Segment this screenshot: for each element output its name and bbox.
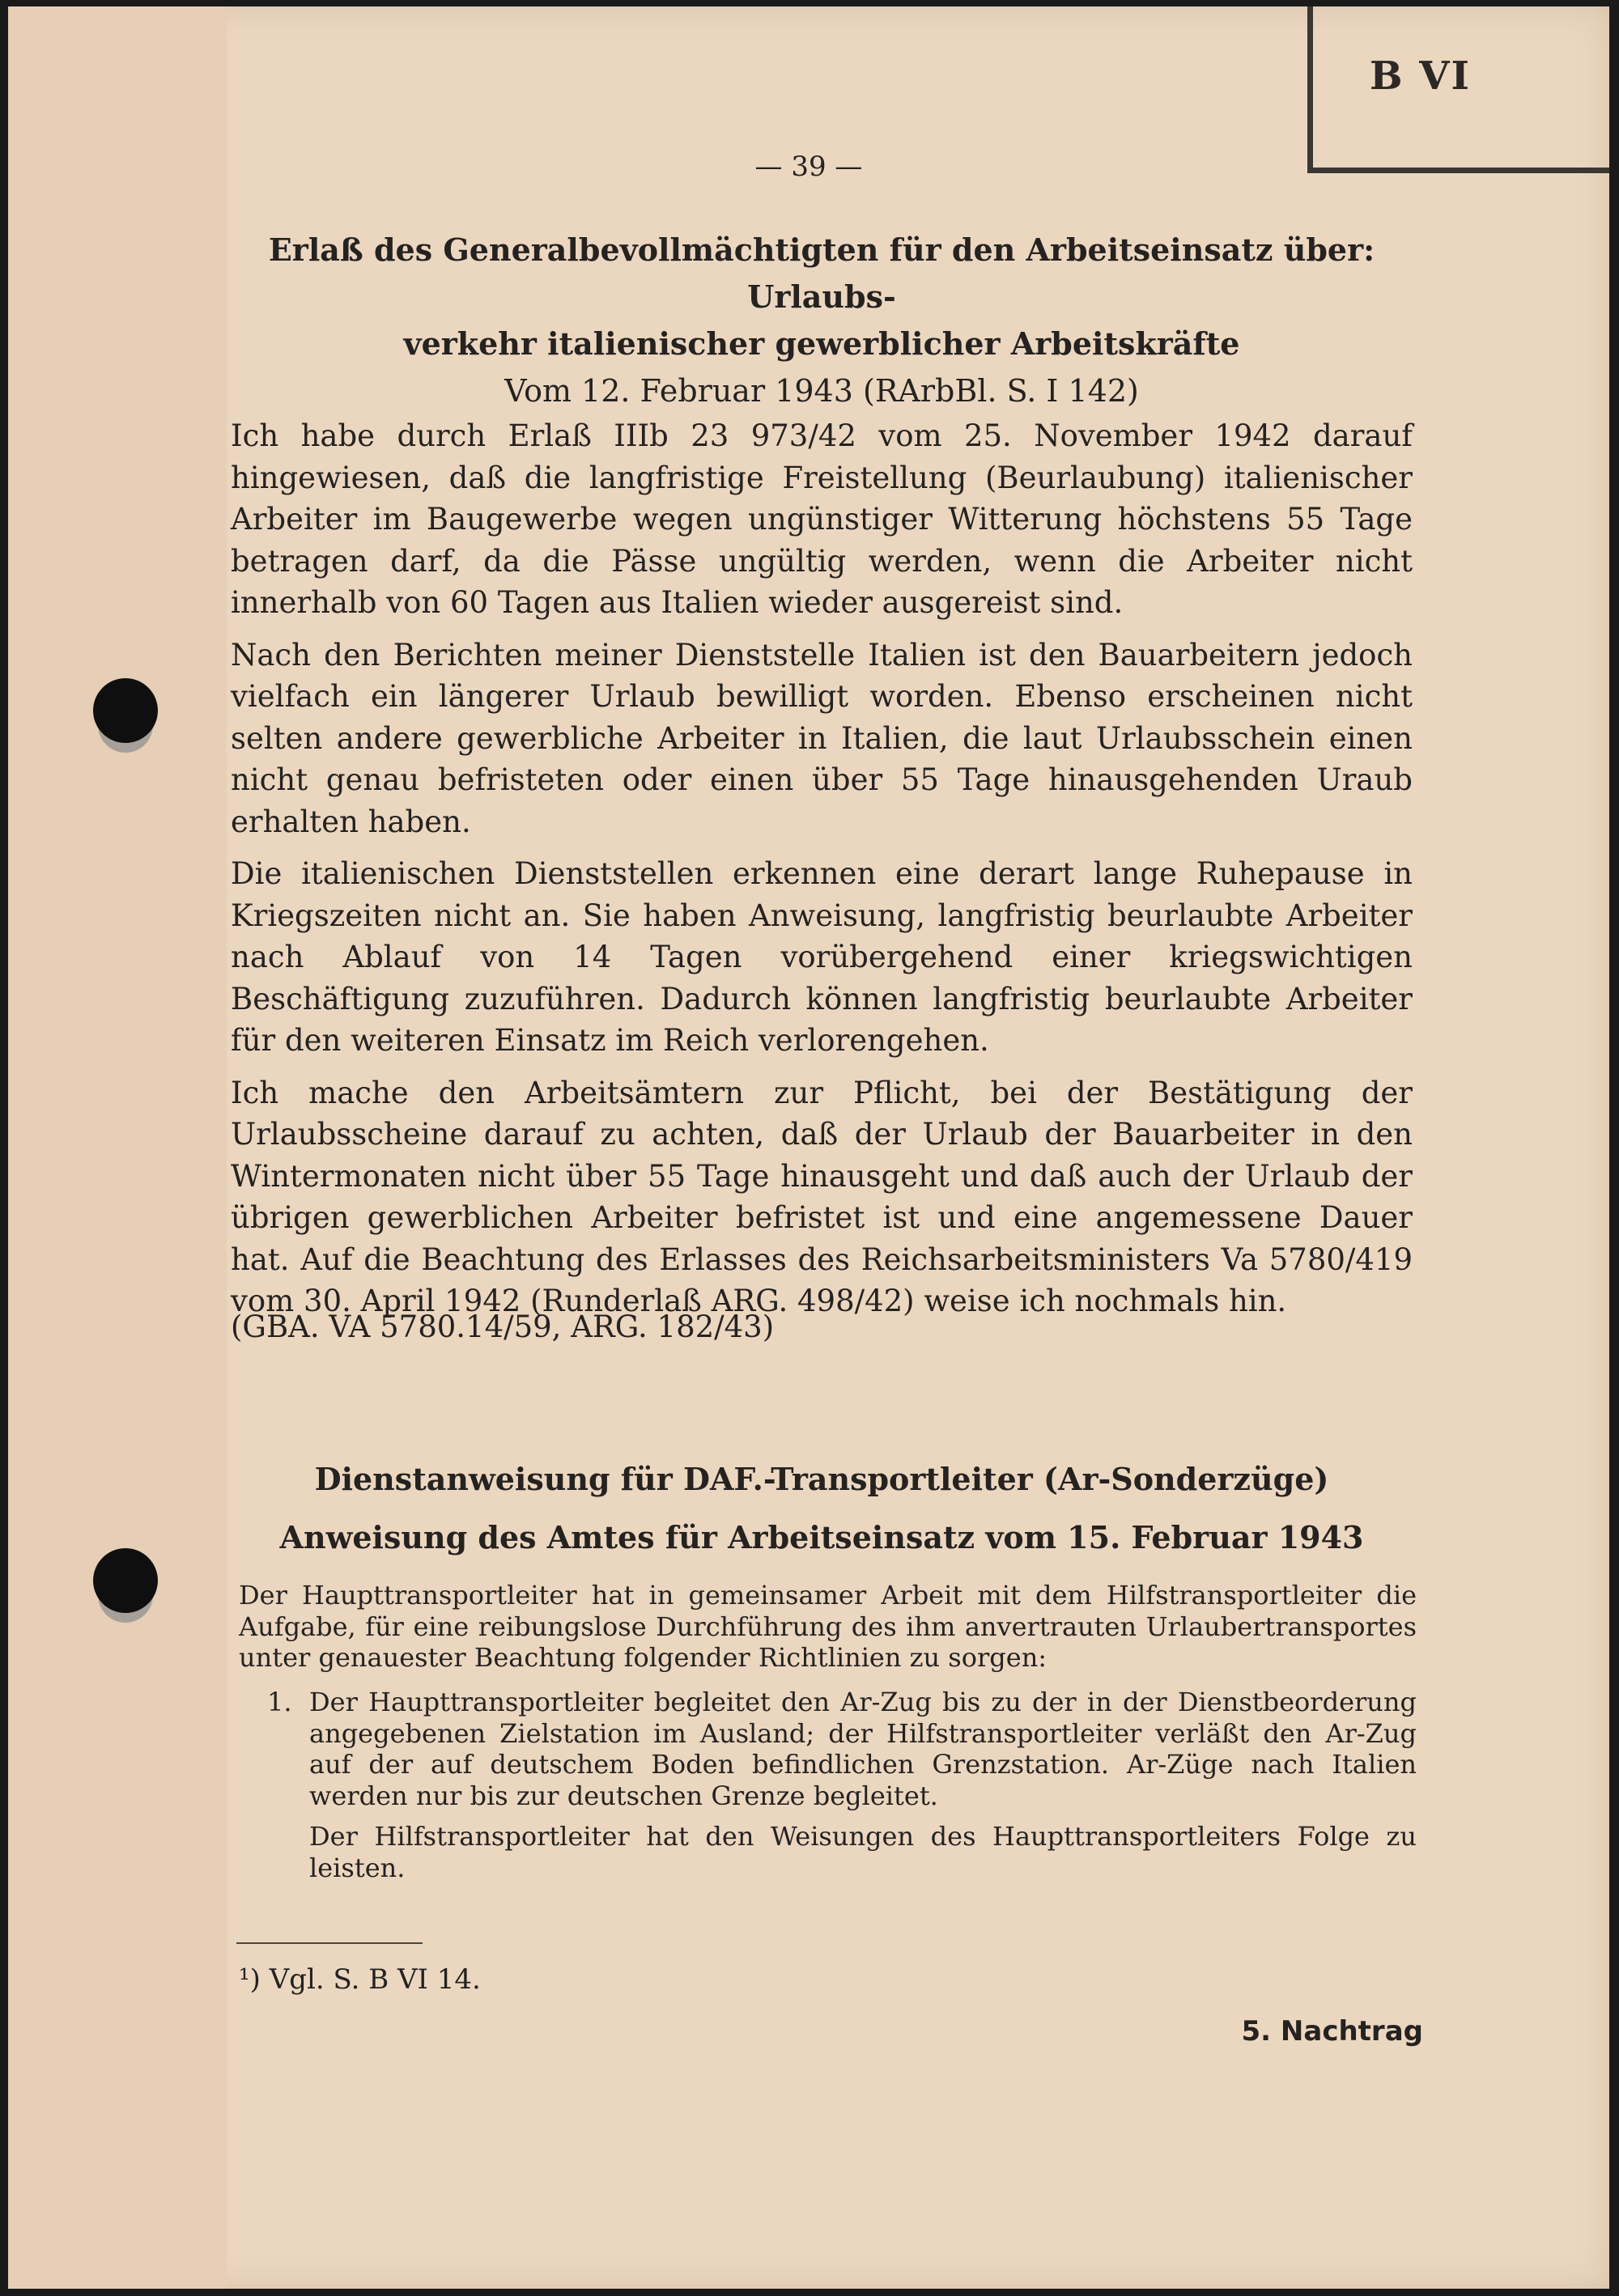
section1-title-line1: Erlaß des Generalbevollmächtigten für den Arbeitseinsatz über: Urlaubs-: [268, 231, 1375, 315]
section1-date-line: Vom 12. Februar 1943 (RArbBl. S. I 142): [504, 373, 1139, 409]
list-item: [309, 1687, 1417, 1883]
list-item-text-continued: Der Hilfstransportleiter hat den Weisungen des Haupttransportleiters Folge zu leisten.: [309, 1821, 1417, 1883]
punch-hole-upper: [93, 678, 158, 743]
punch-hole-lower: [93, 1548, 158, 1613]
section1-title-line2: verkehr italienischer gewerblicher Arbeitskräfte: [403, 325, 1240, 362]
section1-paragraph: Nach den Berichten meiner Dienststelle Italien ist den Bauarbeitern jedoch vielfach ein längerer Urlaub bewilligt worden. Ebenso erscheinen nicht selten andere gewerbliche Arbeiter in Italien, die laut Urlaubsschein einen nicht genau befristeten oder einen über 55 Tage hinausgehenden Uraub erhalten haben.: [231, 637, 1413, 839]
footnote: ¹) Vgl. S. B VI 14.: [239, 1963, 481, 1996]
list-item-text: Der Haupttransportleiter begleitet den Ar-Zug bis zu der in der Dienstbeorderung angegebenen Zielstation im Ausland; der Hilfstransportleiter verläßt den Ar-Zug auf der auf deutschem Boden befindlichen Grenzstation. Ar-Züge nach Italien werden nur bis zur deutschen Grenze begleitet.: [309, 1687, 1417, 1811]
supplement-label: 5. Nachtrag: [1241, 2015, 1423, 2048]
section2-intro: Der Haupttransportleiter hat in gemeinsamer Arbeit mit dem Hilfstransportleiter die Aufgabe, für eine reibungslose Durchführung des ihm anvertrauten Urlaubertransportes unter genauester Beachtung folgender Richtlinien zu sorgen:: [239, 1580, 1417, 1673]
section1-body: [231, 415, 1413, 1333]
document-page: [8, 6, 1609, 2289]
section2-subtitle: Anweisung des Amtes für Arbeitseinsatz vom 15. Februar 1943: [279, 1519, 1364, 1555]
section1-reference: (GBA. VA 5780.14/59, ARG. 182/43): [231, 1309, 775, 1344]
page-number: — 39 —: [754, 151, 863, 183]
footnote-rule: [236, 1942, 423, 1944]
list-item-number: 1.: [267, 1687, 292, 1717]
section2-title: Dienstanweisung für DAF.-Transportleiter (Ar-Sonderzüge): [314, 1461, 1329, 1497]
section1-paragraph: Ich mache den Arbeitsämtern zur Pflicht, bei der Bestätigung der Urlaubsscheine darauf zu achten, daß der Urlaub der Bauarbeiter in den Wintermonaten nicht über 55 Tage hinausgeht und daß auch der Urlaub der übrigen gewerblichen Arbeiter befristet ist und eine angemessene Dauer hat. Auf die Beachtung des Erlasses des Reichsarbeitsministers Va 5780/419 vom 30. April 1942 (Runderlaß ARG. 498/42) weise ich nochmals hin.: [231, 1075, 1413, 1318]
register-tab: [1307, 6, 1609, 173]
section1-paragraph: Ich habe durch Erlaß IIIb 23 973/42 vom 25. November 1942 darauf hingewiesen, daß die langfristige Freistellung (Beurlaubung) italienischer Arbeiter im Baugewerbe wegen ungünstiger Witterung höchstens 55 Tage betragen darf, da die Pässe ungültig werden, wenn die Arbeiter nicht innerhalb von 60 Tagen aus Italien wieder ausgereist sind.: [231, 418, 1413, 620]
section1-heading: [227, 227, 1417, 414]
left-margin-strip: [8, 6, 227, 2289]
section2-heading: [227, 1450, 1417, 1567]
section1-paragraph: Die italienischen Dienststellen erkennen eine derart lange Ruhepause in Kriegszeiten nicht an. Sie haben Anweisung, langfristig beurlaubte Arbeiter nach Ablauf von 14 Tagen vorübergehend einer kriegswichtigen Beschäftigung zuzuführen. Dadurch können langfristig beurlaubte Arbeiter für den weiteren Einsatz im Reich verlorengehen.: [231, 856, 1413, 1058]
section2-list: [267, 1687, 1417, 1893]
tab-label: B VI: [1370, 53, 1471, 99]
